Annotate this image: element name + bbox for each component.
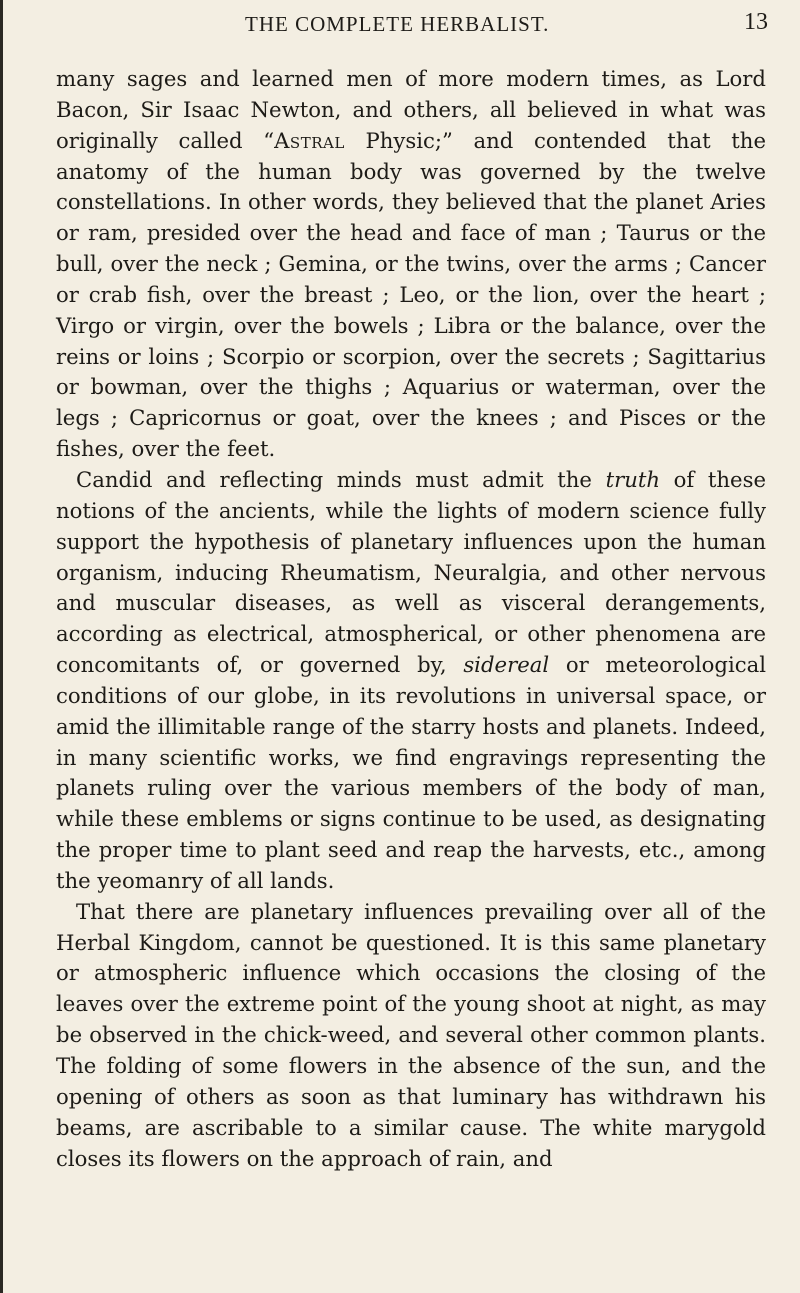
paragraph-2-text-a: Candid and reflecting minds must admit the xyxy=(76,466,606,492)
paragraph-1 xyxy=(56,64,766,465)
italic-term-truth: truth xyxy=(605,466,661,492)
paragraph-2-text-b: of these notions of the ancients, while the lights of modern science fully support the hypothesis of planetary influences upon the human organism, inducing Rheumatism, Neuralgia, and other nervous and muscular diseases, as well as visceral derangements, according as electrical, atmospherical, or other phenomena are concomitants of, or governed by, xyxy=(56,466,766,678)
paragraph-2-text-c: or meteorological conditions of our globe, in its revolutions in universal space, or amid the illimitable range of the starry hosts and planets. Indeed, in many scientific works, we find engravings representing the planets ruling over the various members of the body of man, while these emblems or signs continue to be used, as designating the proper time to plant seed and reap the harvests, etc., among the yeomanry of all lands. xyxy=(56,652,766,893)
paragraph-2 xyxy=(56,465,766,897)
page-number: 13 xyxy=(744,9,768,35)
paragraph-1-text-a: many sages and learned men of more modern times, as Lord Bacon, Sir Isaac Newton, and others, all believed in what was originally called “ xyxy=(56,66,766,153)
running-head xyxy=(0,9,800,42)
body-text xyxy=(56,64,766,1174)
page-edge-rule xyxy=(0,0,3,1293)
italic-term-sidereal: sidereal xyxy=(463,652,550,678)
paragraph-3: That there are planetary influences prevailing over all of the Herbal Kingdom, cannot be questioned. It is this same planetary or atmospheric influence which occasions the closing of the leaves over the extreme point of the young shoot at night, as may be observed in the chick-weed, and several other common plants. The folding of some flowers in the absence of the sun, and the opening of others as soon as that luminary has withdrawn his beams, are ascribable to a similar cause. The white marygold closes its flowers on the approach of rain, and xyxy=(56,898,766,1171)
paragraph-1-text-b: Physic;” and contended that the anatomy of the human body was governed by the twelve constellations. In other words, they believed that the planet Aries or ram, presided over the head and face of man ; Taurus or the bull, over the neck ; Gemina, or the twins, over the arms ; Cancer or crab fish, over the breast ; Leo, or the lion, over the heart ; Virgo or virgin, over the bowels ; Libra or the balance, over the reins or loins ; Scorpio or scorpion, over the secrets ; Sagittarius or bowman, over the thighs ; Aquarius or waterman, over the legs ; Capricornus or goat, over the knees ; and Pisces or the fishes, over the feet. xyxy=(56,127,766,462)
running-title: THE COMPLETE HERBALIST. xyxy=(245,12,550,36)
small-caps-term: Astral xyxy=(274,127,345,153)
